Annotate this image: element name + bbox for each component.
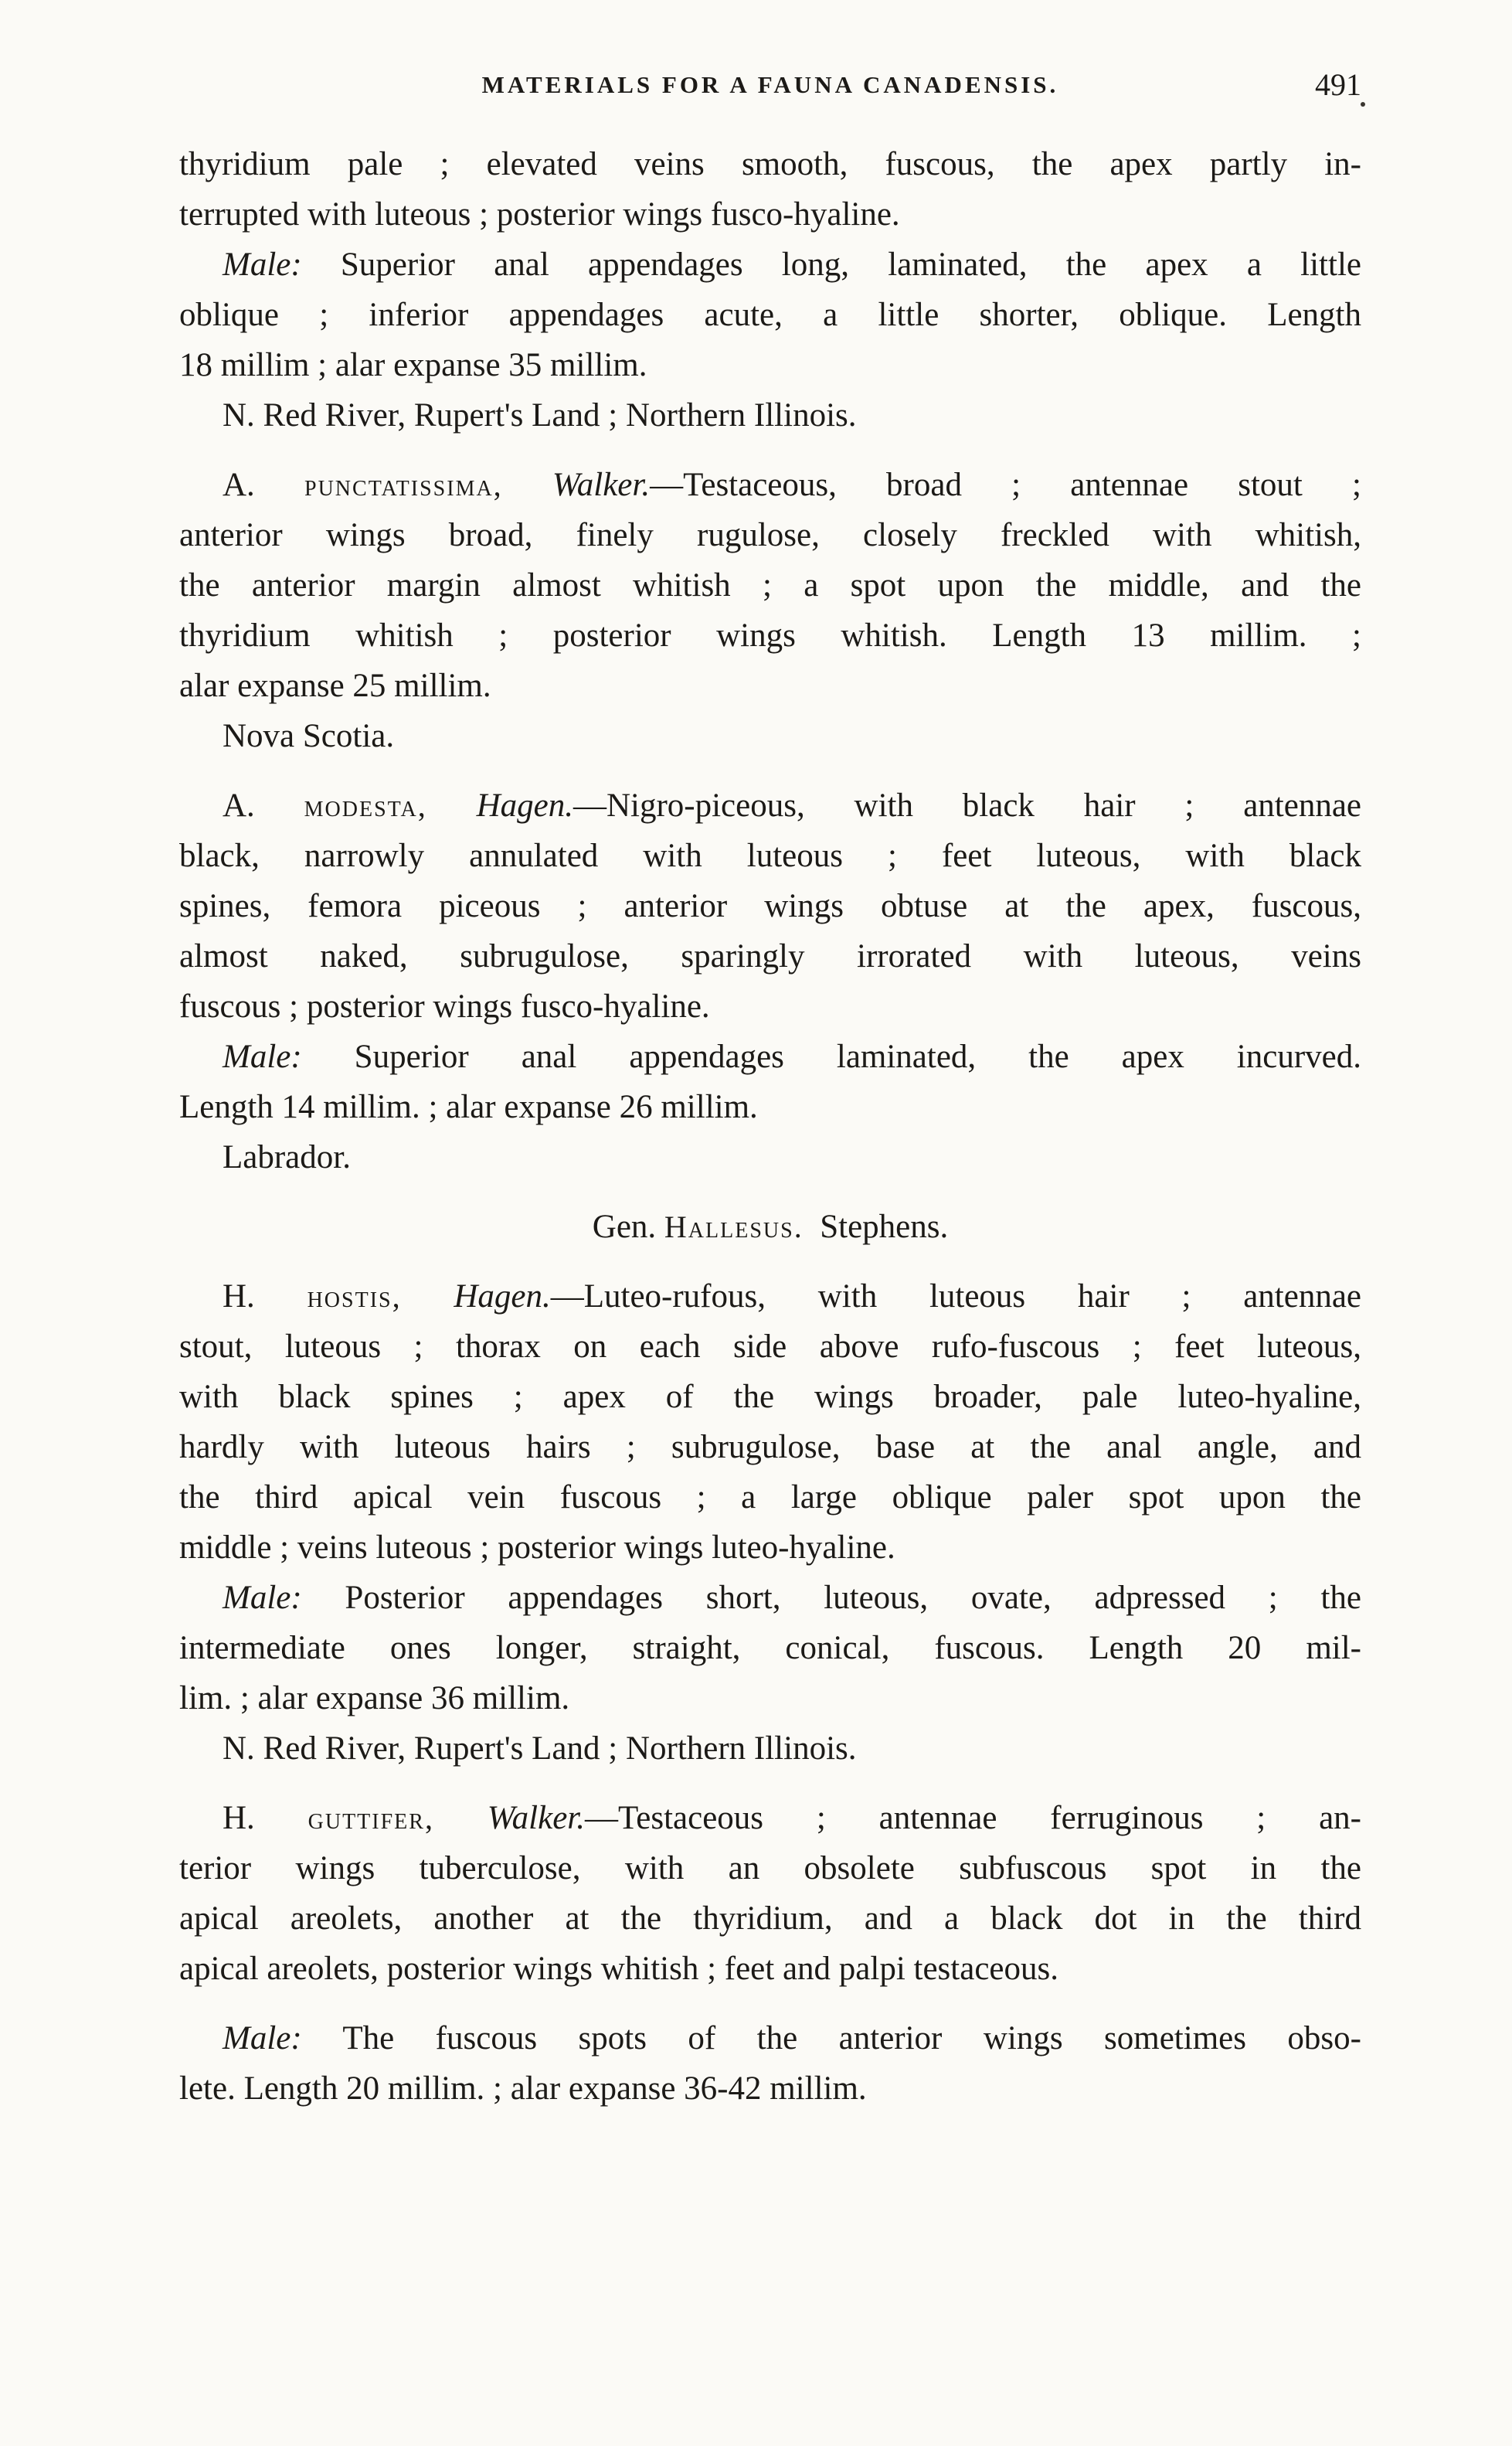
- male-label: Male:: [223, 1580, 302, 1616]
- text-line: A. modesta, Hagen.—Nigro-piceous, with black hair ; antennae: [223, 788, 1361, 824]
- text-line: apical areolets, another at the thyridium, and a black dot in the third: [179, 1900, 1361, 1937]
- paragraph-locality: [179, 1132, 1361, 1182]
- species-entry-hostis: [179, 1271, 1361, 1573]
- text-line: Length 14 millim. ; alar expanse 26 millim.: [179, 1089, 758, 1125]
- male-label: Male:: [223, 2020, 302, 2056]
- species-entry-guttifer: [179, 1793, 1361, 1994]
- species-entry-punctatissima: [179, 460, 1361, 711]
- running-title: MATERIALS FOR A FAUNA CANADENSIS.: [481, 71, 1059, 98]
- text-line: Labrador.: [223, 1139, 351, 1175]
- text-line: N. Red River, Rupert's Land ; Northern Illinois.: [223, 1730, 857, 1767]
- text-line: 18 millim ; alar expanse 35 millim.: [179, 347, 647, 383]
- species-name: punctatissima,: [304, 468, 503, 502]
- body-text: [179, 139, 1361, 2114]
- genus-abbrev: A.: [223, 467, 255, 503]
- male-label: Male:: [223, 1039, 302, 1075]
- species-name: guttifer,: [307, 1801, 434, 1835]
- text-line: intermediate ones longer, straight, conical, fuscous. Length 20 mil-: [179, 1630, 1361, 1666]
- text-line: Male: Superior anal appendages laminated, the apex incurved.: [223, 1039, 1361, 1075]
- text-line: H. guttifer, Walker.—Testaceous ; antennae ferruginous ; an-: [223, 1800, 1361, 1836]
- paragraph-locality: [179, 711, 1361, 761]
- text-line: apical areolets, posterior wings whitish ; feet and palpi testaceous.: [179, 1951, 1058, 1987]
- text-line: thyridium whitish ; posterior wings whitish. Length 13 millim. ;: [179, 617, 1361, 654]
- text-line: lete. Length 20 millim. ; alar expanse 36-42 millim.: [179, 2070, 867, 2107]
- text-line: thyridium pale ; elevated veins smooth, fuscous, the apex partly in-: [179, 146, 1361, 182]
- paragraph-continuation: [179, 139, 1361, 240]
- paragraph-male-description: [179, 1573, 1361, 1723]
- species-name: modesta,: [304, 788, 427, 823]
- genus-heading: [179, 1202, 1361, 1252]
- paragraph-locality: [179, 1723, 1361, 1774]
- text-line: [179, 1202, 1361, 1252]
- text-line: A. punctatissima, Walker.—Testaceous, broad ; antennae stout ;: [223, 467, 1362, 503]
- text-line: middle ; veins luteous ; posterior wings luteo-hyaline.: [179, 1529, 895, 1566]
- text-line: terrupted with luteous ; posterior wings fusco-hyaline.: [179, 196, 900, 233]
- text-line: fuscous ; posterior wings fusco-hyaline.: [179, 988, 710, 1025]
- page-number: 491: [1315, 67, 1361, 102]
- text-line: black, narrowly annulated with luteous ; feet luteous, with black: [179, 838, 1361, 874]
- page-header: [179, 65, 1361, 139]
- text-line: almost naked, subrugulose, sparingly irrorated with luteous, veins: [179, 938, 1361, 975]
- text-line: the third apical vein fuscous ; a large oblique paler spot upon the: [179, 1479, 1361, 1516]
- author-name: Walker.: [487, 1800, 586, 1836]
- genus-prefix: Gen.: [592, 1209, 657, 1245]
- author-name: Hagen.: [454, 1278, 551, 1315]
- paragraph-male-description: [179, 240, 1361, 390]
- species-entry-modesta: [179, 781, 1361, 1032]
- text-line: spines, femora piceous ; anterior wings obtuse at the apex, fuscous,: [179, 888, 1361, 924]
- male-label: Male:: [223, 247, 302, 283]
- text-line: terior wings tuberculose, with an obsolete subfuscous spot in the: [179, 1850, 1361, 1886]
- text-line: hardly with luteous hairs ; subrugulose, base at the anal angle, and: [179, 1429, 1361, 1465]
- text-line: N. Red River, Rupert's Land ; Northern Illinois.: [223, 397, 857, 434]
- genus-abbrev: H.: [223, 1278, 255, 1315]
- genus-abbrev: H.: [223, 1800, 255, 1836]
- text-line: Nova Scotia.: [223, 718, 395, 754]
- text-line: H. hostis, Hagen.—Luteo-rufous, with luteous hair ; antennae: [223, 1278, 1362, 1315]
- genus-author: Stephens.: [820, 1209, 949, 1245]
- text-line: lim. ; alar expanse 36 millim.: [179, 1680, 570, 1716]
- text-line: oblique ; inferior appendages acute, a little shorter, oblique. Length: [179, 297, 1361, 333]
- book-page: [179, 65, 1361, 2114]
- text-line: Male: Superior anal appendages long, laminated, the apex a little: [223, 247, 1361, 283]
- text-line: with black spines ; apex of the wings broader, pale luteo-hyaline,: [179, 1379, 1361, 1415]
- genus-abbrev: A.: [223, 788, 255, 824]
- text-line: anterior wings broad, finely rugulose, closely freckled with whitish,: [179, 517, 1361, 553]
- text-line: Male: Posterior appendages short, luteous, ovate, adpressed ; the: [223, 1580, 1361, 1616]
- text-line: stout, luteous ; thorax on each side above rufo-fuscous ; feet luteous,: [179, 1328, 1361, 1365]
- author-name: Walker.: [552, 467, 651, 503]
- text-line: the anterior margin almost whitish ; a spot upon the middle, and the: [179, 567, 1361, 604]
- author-name: Hagen.: [476, 788, 573, 824]
- text-line: Male: The fuscous spots of the anterior wings sometimes obso-: [223, 2020, 1361, 2056]
- paragraph-male-description: [179, 1032, 1361, 1132]
- paragraph-male-description: [179, 2013, 1361, 2114]
- paragraph-locality: [179, 390, 1361, 441]
- species-name: hostis,: [307, 1279, 402, 1314]
- genus-name: Hallesus.: [664, 1209, 804, 1244]
- text-line: alar expanse 25 millim.: [179, 668, 491, 704]
